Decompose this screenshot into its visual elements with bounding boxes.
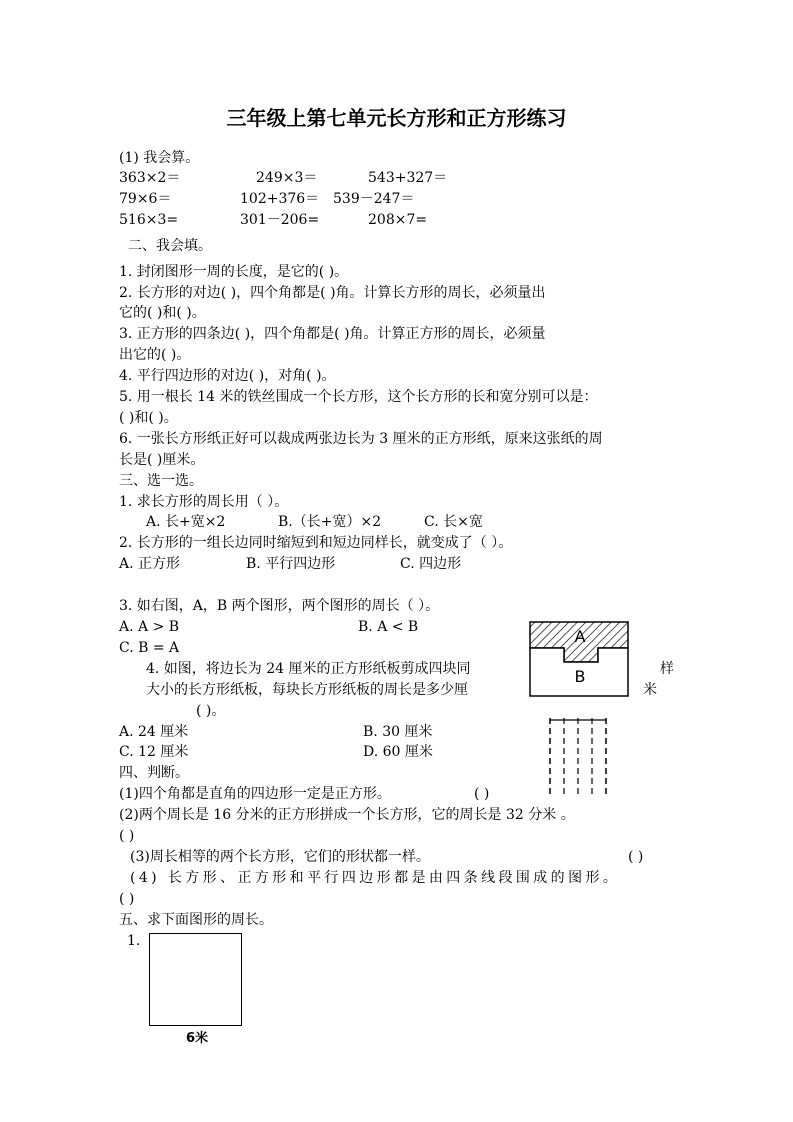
fill-question-4: 4. 平行四边形的对边( )，对角( )。 <box>119 368 336 384</box>
answer-paren: ( ) <box>119 828 135 844</box>
fill-question-6: 6. 一张长方形纸正好可以裁成两张边长为 3 厘米的正方形纸，原来这张纸的周 <box>119 431 603 447</box>
choice-question-4-end: 样 <box>660 661 674 677</box>
figure-four-strips <box>548 718 610 798</box>
choice-option: C. 四边形 <box>400 556 462 572</box>
fill-question-2-cont: 它的( )和( )。 <box>119 305 206 321</box>
choice-option: C. 12 厘米 <box>119 744 189 760</box>
shape-a-label: A <box>574 627 586 646</box>
section-4-heading: 四、判断。 <box>119 765 189 781</box>
choice-option: A. 24 厘米 <box>119 724 189 740</box>
judge-question-1: (1)四个角都是直角的四边形一定是正方形。 <box>119 786 391 802</box>
choice-option: A. 长+宽×2 <box>146 514 226 530</box>
choice-option: C. B = A <box>119 640 180 656</box>
judge-question-4: (4) 长方形、正方形和平行四边形都是由四条线段围成的图形。 <box>130 870 621 886</box>
fill-question-2: 2. 长方形的对边( )，四个角都是( )角。计算长方形的周长，必须量出 <box>119 285 546 301</box>
choice-option: B. A < B <box>358 619 419 635</box>
choice-question-4-cont-end: 米 <box>643 682 657 698</box>
choice-option: B. 平行四边形 <box>246 556 336 572</box>
calc-item: 208×7= <box>368 212 428 228</box>
section-3-heading: 三、选一选。 <box>119 473 203 489</box>
shape-b-label: B <box>574 667 586 686</box>
choice-option: D. 60 厘米 <box>363 744 433 760</box>
choice-question-2: 2. 长方形的一组长边同时缩短到和短边同样长，就变成了（ ）。 <box>119 535 513 551</box>
choice-question-4: 4. 如图，将边长为 24 厘米的正方形纸板剪成四块同 <box>146 661 471 677</box>
choice-question-4-cont: 大小的长方形纸板，每块长方形纸板的周长是多少厘 <box>146 682 468 698</box>
fill-question-5: 5. 用一根长 14 米的铁丝围成一个长方形，这个长方形的长和宽分别可以是： <box>119 389 598 405</box>
judge-question-3: (3)周长相等的两个长方形，它们的形状都一样。 <box>130 849 430 865</box>
choice-option: A. 正方形 <box>119 556 181 572</box>
calc-item: 539－247＝ <box>333 191 415 207</box>
section-2-heading: 二、我会填。 <box>128 238 212 254</box>
answer-paren: ( ) <box>628 849 644 865</box>
figure-a-b <box>528 620 632 698</box>
calc-item: 516×3= <box>119 212 179 228</box>
calc-item: 543+327＝ <box>368 170 448 186</box>
choice-question-3: 3. 如右图，A，B 两个图形，两个图形的周长（ ）。 <box>119 598 440 614</box>
calc-item: 363×2＝ <box>119 170 181 186</box>
answer-paren: ( )。 <box>196 703 226 719</box>
square-side-label: 6米 <box>186 1031 209 1046</box>
calc-item: 249×3＝ <box>256 170 318 186</box>
choice-option: A. A > B <box>119 619 180 635</box>
question-number: 1. <box>127 933 141 949</box>
answer-paren: ( ) <box>119 891 135 907</box>
judge-question-2: (2)两个周长是 16 分米的正方形拼成一个长方形，它的周长是 32 分米 。 <box>119 807 575 823</box>
calc-item: 102+376＝ <box>240 191 320 207</box>
calc-item: 301－206= <box>240 212 320 228</box>
section-1-heading: (1) 我会算。 <box>119 150 200 166</box>
square-figure <box>149 933 242 1026</box>
choice-option: B.（长+宽）×2 <box>278 514 382 530</box>
calc-item: 79×6＝ <box>119 191 172 207</box>
fill-question-6-cont: 长是( )厘米。 <box>119 452 205 468</box>
choice-option: B. 30 厘米 <box>363 724 433 740</box>
section-5-heading: 五、求下面图形的周长。 <box>119 912 273 928</box>
fill-question-3: 3. 正方形的四条边( )，四个角都是( )角。计算正方形的周长，必须量 <box>119 326 546 342</box>
fill-question-3-cont: 出它的( )。 <box>119 347 191 363</box>
page-title: 三年级上第七单元长方形和正方形练习 <box>226 106 567 130</box>
choice-option: C. 长×宽 <box>424 514 483 530</box>
fill-question-5-cont: ( )和( )。 <box>119 410 178 426</box>
choice-question-1: 1. 求长方形的周长用（ ）。 <box>119 494 289 510</box>
fill-question-1: 1. 封闭图形一周的长度，是它的( )。 <box>119 264 349 280</box>
answer-paren: ( ) <box>474 786 490 802</box>
